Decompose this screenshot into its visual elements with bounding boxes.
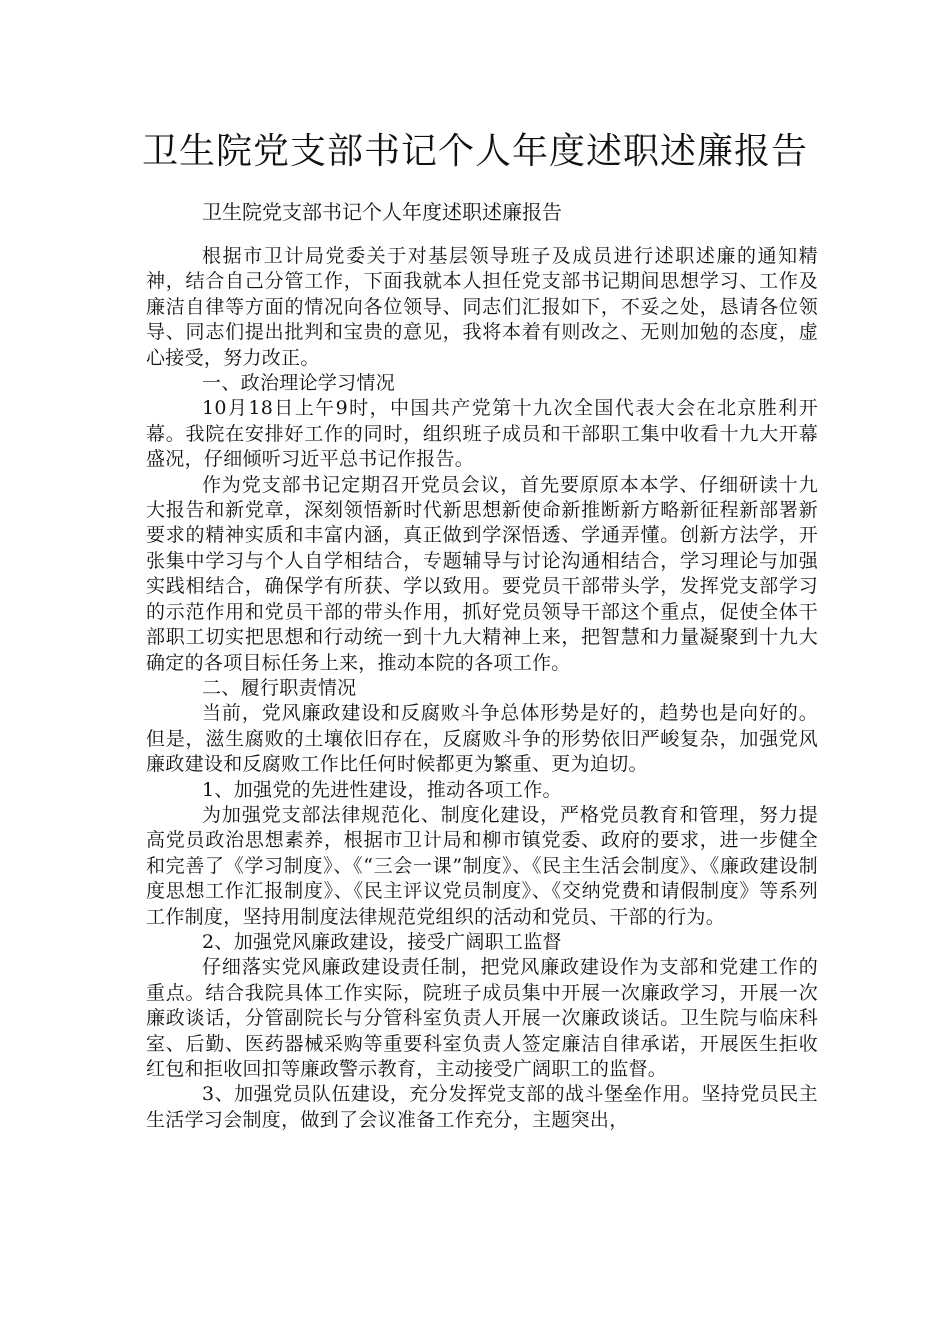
section-heading-duties: 二、履行职责情况 xyxy=(202,676,357,699)
paragraph-congress-opening: 10月18日上午9时，中国共产党第十九次全国代表大会在北京胜利开幕。我院在安排好工作的同时，组织班子成员和干部职工集中收看十九大开幕盛况，仔细倾听习近平总书记作报告。 xyxy=(146,397,818,471)
section-heading-political-study: 一、政治理论学习情况 xyxy=(202,372,396,395)
subheading-integrity-building: 2、加强党风廉政建设，接受广阔职工监督 xyxy=(202,930,562,953)
paragraph-intro: 根据市卫计局党委关于对基层领导班子及成员进行述职述廉的通知精神，结合自己分管工作，下面我就本人担任党支部书记期间思想学习、工作及廉洁自律等方面的情况向各位领导、同志们汇报如下，不妥之处，恳请各位领导、同志们提出批判和宝贵的意见，我将本着有则改之、无则加勉的态度，虚心接受，努力改正。 xyxy=(146,245,818,369)
document-title: 卫生院党支部书记个人年度述职述廉报告 xyxy=(141,131,808,172)
document-subtitle: 卫生院党支部书记个人年度述职述廉报告 xyxy=(202,200,562,224)
document-body xyxy=(146,244,818,1133)
paragraph-anticorruption-situation: 当前，党风廉政建设和反腐败斗争总体形势是好的，趋势也是向好的。但是，滋生腐败的土壤依旧存在，反腐败斗争的形势依旧严峻复杂，加强党风廉政建设和反腐败工作比任何时候都更为繁重、更为迫切。 xyxy=(146,702,818,776)
paragraph-study-methods: 作为党支部书记定期召开党员会议，首先要原原本本学、仔细研读十九大报告和新党章，深刻领悟新时代新思想新使命新推断新方略新征程新部署新要求的精神实质和丰富内涵，真正做到学深悟透、学通弄懂。创新方法学，开张集中学习与个人自学相结合，专题辅导与讨论沟通相结合，学习理论与加强实践相结合，确保学有所获、学以致用。要党员干部带头学，发挥党支部学习的示范作用和党员干部的带头作用，抓好党员领导干部这个重点，促使全体干部职工切实把思想和行动统一到十九大精神上来，把智慧和力量凝聚到十九大确定的各项目标任务上来，推动本院的各项工作。 xyxy=(146,473,818,674)
paragraph-party-rules: 为加强党支部法律规范化、制度化建设，严格党员教育和管理，努力提高党员政治思想素养，根据市卫计局和柳市镇党委、政府的要求，进一步健全和完善了《学习制度》、《“三会一课”制度》、《民主生活会制度》、《廉政建设制度思想工作汇报制度》、《民主评议党员制度》、《交纳党费和请假制度》等系列工作制度，坚持用制度法律规范党组织的活动和党员、干部的行为。 xyxy=(146,803,818,928)
paragraph-team-building: 3、加强党员队伍建设，充分发挥党支部的战斗堡垒作用。坚持党员民主生活学习会制度，做到了会议准备工作充分，主题突出， xyxy=(146,1083,818,1131)
paragraph-integrity-responsibility: 仔细落实党风廉政建设责任制，把党风廉政建设作为支部和党建工作的重点。结合我院具体工作实际，院班子成员集中开展一次廉政学习，开展一次廉政谈话，分管副院长与分管科室负责人开展一次廉政谈话。卫生院与临床科室、后勤、医药器械采购等重要科室负责人签定廉洁自律承诺，开展医生拒收红包和拒收回扣等廉政警示教育，主动接受广阔职工的监督。 xyxy=(146,956,818,1080)
subheading-party-advancement: 1、加强党的先进性建设，推动各项工作。 xyxy=(202,778,562,801)
